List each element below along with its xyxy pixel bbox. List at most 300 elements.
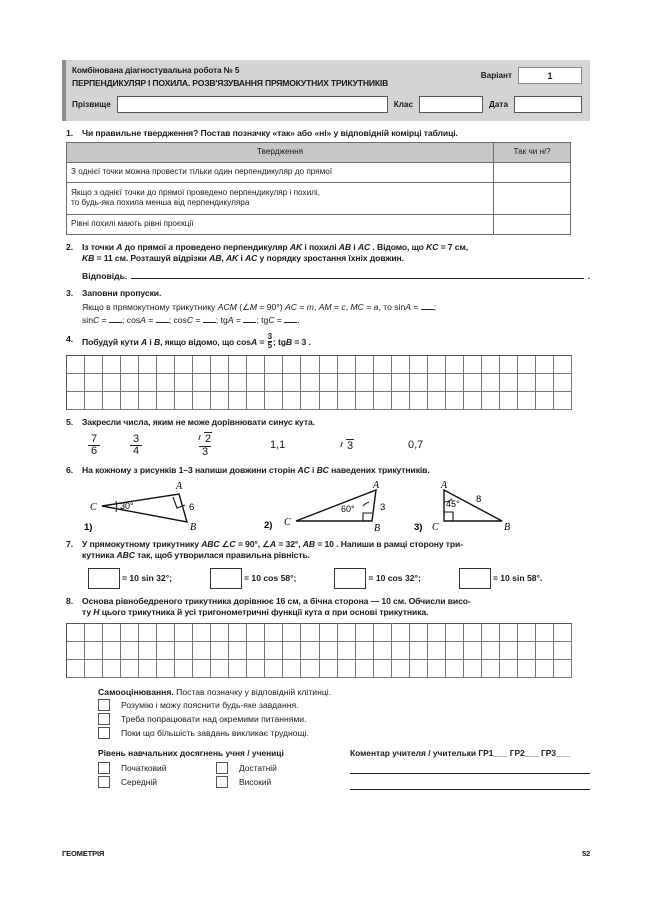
grid-cell[interactable] — [67, 356, 85, 374]
grid-cell[interactable] — [301, 642, 319, 660]
equation-2-text: = 10 cos 58°; — [244, 573, 297, 584]
grid-cell[interactable] — [247, 624, 265, 642]
grid-cell[interactable] — [446, 374, 464, 392]
grid-cell[interactable] — [139, 642, 157, 660]
grid-cell[interactable] — [103, 624, 121, 642]
t4-p2: і — [147, 336, 154, 347]
figure-label: 2) — [264, 519, 273, 531]
grid-cell[interactable] — [464, 660, 482, 678]
grid-cell[interactable] — [103, 660, 121, 678]
task-2 — [62, 242, 590, 281]
grid-cell[interactable] — [139, 624, 157, 642]
t3-p9: , то sin — [378, 302, 406, 313]
blank-tgc[interactable] — [284, 322, 297, 323]
grid-cell[interactable] — [193, 374, 211, 392]
grid-cell[interactable] — [320, 356, 338, 374]
group-marks[interactable]: ГР1___ ГР2___ ГР3___ — [478, 747, 570, 758]
grid-cell[interactable] — [139, 660, 157, 678]
grid-cell[interactable] — [482, 660, 500, 678]
radicand: 3 — [347, 439, 354, 452]
grid-cell[interactable] — [392, 356, 410, 374]
t2-p8: = 11 см. Розташуй відрізки — [94, 253, 210, 264]
grid-cell[interactable] — [428, 374, 446, 392]
grid-cell[interactable] — [103, 374, 121, 392]
grid-cell[interactable] — [500, 624, 518, 642]
blank-sinc[interactable] — [109, 322, 122, 323]
grid-cell[interactable] — [85, 392, 103, 410]
t2-seg-kc: KC — [426, 241, 439, 252]
t7-seg-ab: AB — [302, 538, 315, 549]
task-4-number: 4. — [66, 333, 74, 344]
checkbox[interactable] — [216, 762, 228, 774]
grid-cell[interactable] — [175, 660, 193, 678]
grid-cell[interactable] — [338, 624, 356, 642]
t3-p8: = — [363, 302, 374, 313]
t3-ang-c1: C — [93, 315, 100, 326]
vertex-b: B — [190, 521, 197, 532]
blank-cosa[interactable] — [156, 322, 169, 323]
level-option-pochatkovyi[interactable] — [98, 762, 216, 774]
grid-cell[interactable] — [446, 660, 464, 678]
grid-cell[interactable] — [85, 642, 103, 660]
grid-cell[interactable] — [229, 624, 247, 642]
grid-cell[interactable] — [265, 624, 283, 642]
variant-group — [481, 66, 582, 84]
task-6 — [62, 465, 590, 476]
grid-cell[interactable] — [356, 642, 374, 660]
option-label: Поки що більшість завдань викликає труднощі. — [121, 727, 309, 738]
fraction-denominator: 5 — [267, 341, 272, 351]
answer-cell[interactable] — [494, 214, 571, 234]
grid-cell[interactable] — [67, 624, 85, 642]
grid-cell[interactable] — [320, 392, 338, 410]
grid-cell[interactable] — [554, 660, 572, 678]
comment-line-2[interactable] — [350, 777, 590, 790]
task-6-prompt — [82, 465, 590, 476]
grid-cell[interactable] — [428, 624, 446, 642]
t7-angle-a: A — [269, 538, 277, 549]
t3-var-c: c — [341, 302, 346, 313]
grid-cell[interactable] — [536, 356, 554, 374]
grid-cell[interactable] — [392, 374, 410, 392]
grid-cell[interactable] — [265, 392, 283, 410]
footer-subject: ГЕОМЕТРІЯ — [62, 849, 105, 858]
t2-p3: проведено перпендикуляр — [173, 241, 290, 252]
grid-cell[interactable] — [283, 624, 301, 642]
grid-cell[interactable] — [482, 356, 500, 374]
grid-cell[interactable] — [67, 374, 85, 392]
grid-cell[interactable] — [554, 624, 572, 642]
grid-cell[interactable] — [446, 642, 464, 660]
work-title: Комбінована діагностувальна робота № 5 — [72, 66, 240, 75]
self-assessment-option-3[interactable] — [98, 727, 590, 739]
grid-cell[interactable] — [554, 392, 572, 410]
grid-cell[interactable] — [211, 642, 229, 660]
grid-cell[interactable] — [85, 660, 103, 678]
grid-cell[interactable] — [464, 392, 482, 410]
grid-cell[interactable] — [320, 624, 338, 642]
grid-cell[interactable] — [392, 624, 410, 642]
grid-cell[interactable] — [482, 624, 500, 642]
task-8-answer-grid[interactable] — [66, 623, 572, 678]
level-option-serednii[interactable] — [98, 776, 216, 788]
figure-1 — [84, 480, 259, 532]
t4-angle-a2: A — [250, 336, 258, 347]
grid-cell[interactable] — [500, 392, 518, 410]
grid-cell[interactable] — [464, 624, 482, 642]
task-2-prompt — [82, 242, 590, 265]
grid-cell[interactable] — [85, 624, 103, 642]
grid-cell[interactable] — [518, 374, 536, 392]
vertex-a: A — [441, 479, 448, 491]
grid-cell[interactable] — [301, 660, 319, 678]
grid-cell[interactable] — [536, 392, 554, 410]
grid-cell[interactable] — [374, 642, 392, 660]
grid-cell[interactable] — [392, 660, 410, 678]
grid-cell[interactable] — [410, 642, 428, 660]
grid-cell[interactable] — [554, 642, 572, 660]
grid-cell[interactable] — [428, 642, 446, 660]
checkbox[interactable] — [98, 762, 110, 774]
numerator: 7 — [91, 432, 98, 445]
t3-eq2: = — [145, 315, 156, 326]
t7-p2: ∠ — [219, 538, 230, 549]
grid-cell[interactable] — [338, 392, 356, 410]
value-0-7[interactable]: 0,7 — [408, 439, 424, 452]
blank-tga[interactable] — [243, 322, 256, 323]
date-label: Дата — [489, 99, 508, 109]
checkbox[interactable] — [98, 727, 110, 739]
t4-p4: = — [257, 336, 267, 347]
blank-cosc[interactable] — [203, 322, 216, 323]
grid-cell[interactable] — [175, 642, 193, 660]
table-header-row — [67, 142, 571, 162]
grid-cell[interactable] — [554, 356, 572, 374]
grid-cell[interactable] — [536, 642, 554, 660]
class-input[interactable] — [419, 96, 483, 113]
grid-cell[interactable] — [536, 624, 554, 642]
grid-cell[interactable] — [500, 642, 518, 660]
task-5 — [62, 417, 590, 459]
grid-cell[interactable] — [265, 642, 283, 660]
grid-cell[interactable] — [374, 392, 392, 410]
checkbox[interactable] — [98, 699, 110, 711]
t2-p10: і — [238, 253, 246, 264]
answer-cell[interactable] — [494, 162, 571, 182]
grid-cell[interactable] — [229, 392, 247, 410]
grid-cell[interactable] — [283, 660, 301, 678]
grid-cell[interactable] — [229, 660, 247, 678]
grid-cell[interactable] — [247, 642, 265, 660]
side-label: 6 — [189, 501, 195, 513]
grid-cell[interactable] — [338, 374, 356, 392]
task-7-number: 7. — [66, 538, 74, 549]
table-row — [67, 182, 571, 214]
grid-cell[interactable] — [446, 356, 464, 374]
grid-cell[interactable] — [193, 392, 211, 410]
grid-cell[interactable] — [446, 624, 464, 642]
comment-line-1[interactable] — [350, 761, 590, 774]
blank-sina[interactable] — [421, 309, 434, 310]
t2-seg-ab: AB — [338, 241, 351, 252]
answer-cell[interactable] — [494, 182, 571, 214]
grid-cell[interactable] — [356, 392, 374, 410]
t2-line-a: a — [168, 241, 174, 252]
t3-fn-tg2: tg — [261, 315, 269, 326]
grid-cell[interactable] — [193, 642, 211, 660]
grid-cell[interactable] — [464, 356, 482, 374]
radicand: 2 — [205, 433, 212, 446]
t3-seg-am: AM — [318, 302, 332, 313]
task-5-number: 5. — [66, 416, 74, 427]
grid-cell[interactable] — [356, 660, 374, 678]
grid-cell[interactable] — [518, 392, 536, 410]
grid-cell[interactable] — [536, 660, 554, 678]
t7-angle-c: C — [229, 538, 236, 549]
t7-tri-abc2: ABC — [116, 550, 135, 561]
self-assessment-option-1[interactable] — [98, 699, 590, 711]
equation-3-box[interactable] — [334, 568, 366, 589]
grid-cell[interactable] — [247, 392, 265, 410]
grid-cell[interactable] — [320, 642, 338, 660]
grid-cell[interactable] — [67, 660, 85, 678]
grid-cell[interactable] — [229, 374, 247, 392]
vertex-a: A — [373, 479, 380, 491]
t7-l2a: кутника — [82, 550, 117, 561]
grid-cell[interactable] — [518, 624, 536, 642]
grid-cell[interactable] — [500, 356, 518, 374]
grid-cell[interactable] — [121, 660, 139, 678]
grid-cell[interactable] — [410, 392, 428, 410]
grid-cell[interactable] — [356, 356, 374, 374]
grid-cell[interactable] — [446, 392, 464, 410]
grid-cell[interactable] — [139, 392, 157, 410]
t3-tri-acm: ACM — [217, 302, 237, 313]
grid-cell[interactable] — [139, 374, 157, 392]
grid-cell[interactable] — [211, 660, 229, 678]
worksheet-header — [62, 60, 590, 121]
grid-cell[interactable] — [338, 642, 356, 660]
t3-p4: = — [296, 302, 307, 313]
grid-cell[interactable] — [410, 660, 428, 678]
grid-cell[interactable] — [356, 374, 374, 392]
t3-seg-mc: MC — [350, 302, 364, 313]
checkbox[interactable] — [98, 776, 110, 788]
grid-cell[interactable] — [374, 624, 392, 642]
grid-cell[interactable] — [265, 660, 283, 678]
grid-cell[interactable] — [103, 356, 121, 374]
statement-text: Рівні похилі мають рівні проєкції — [67, 214, 494, 234]
grid-cell[interactable] — [247, 374, 265, 392]
grid-cell[interactable] — [67, 392, 85, 410]
grid-cell[interactable] — [392, 642, 410, 660]
task-4-answer-grid[interactable] — [66, 355, 572, 410]
level-label: Достатній — [239, 762, 277, 773]
comment-title-text: Коментар учителя / учительки — [350, 747, 477, 758]
statement-text: З однієї точки можна провести тільки один перпендикуляр до прямої — [67, 162, 494, 182]
grid-cell[interactable] — [374, 356, 392, 374]
task-3-prompt: Заповни пропуски. — [82, 287, 162, 298]
grid-cell[interactable] — [211, 356, 229, 374]
t2-p1: Із точки — [82, 241, 117, 252]
grid-cell[interactable] — [338, 660, 356, 678]
grid-cell[interactable] — [175, 374, 193, 392]
grid-cell[interactable] — [175, 392, 193, 410]
grid-cell[interactable] — [229, 356, 247, 374]
grid-cell[interactable] — [482, 392, 500, 410]
t6-p3: наведених трикутників. — [328, 465, 430, 476]
grid-cell[interactable] — [410, 374, 428, 392]
grid-cell[interactable] — [157, 660, 175, 678]
grid-cell[interactable] — [67, 642, 85, 660]
grid-cell[interactable] — [428, 356, 446, 374]
task-5-values — [88, 432, 590, 458]
t2-p7: = 7 см, — [438, 241, 468, 252]
denominator: 3 — [199, 446, 211, 459]
task-1 — [62, 128, 590, 139]
t3-fn-cos2: cos — [173, 315, 187, 326]
grid-cell[interactable] — [157, 356, 175, 374]
grid-cell[interactable] — [283, 356, 301, 374]
grid-cell[interactable] — [211, 374, 229, 392]
answer-input[interactable] — [131, 278, 583, 279]
task-5-prompt: Закресли числа, яким не може дорівнювати синус кута. — [82, 416, 315, 427]
value-sqrt3[interactable] — [340, 439, 408, 452]
grid-cell[interactable] — [392, 392, 410, 410]
t2-p6: . Відомо, що — [370, 241, 427, 252]
value-1-1[interactable]: 1,1 — [270, 439, 286, 452]
grid-cell[interactable] — [175, 624, 193, 642]
grid-cell[interactable] — [103, 642, 121, 660]
t3-var-a: a — [373, 302, 379, 313]
surname-input[interactable] — [117, 96, 388, 113]
grid-cell[interactable] — [157, 392, 175, 410]
t2-seg-kb: KB — [82, 253, 95, 264]
t3-angle-a: A — [405, 302, 411, 313]
value-fraction-sqrt2-3[interactable] — [198, 432, 270, 458]
equation-1-box[interactable] — [88, 568, 120, 589]
grid-cell[interactable] — [410, 624, 428, 642]
grid-cell[interactable] — [374, 374, 392, 392]
grid-cell[interactable] — [211, 624, 229, 642]
grid-cell[interactable] — [410, 356, 428, 374]
grid-cell[interactable] — [157, 642, 175, 660]
t2-p4: і похилі — [302, 241, 339, 252]
equation-2-box[interactable] — [210, 568, 242, 589]
grid-cell[interactable] — [320, 374, 338, 392]
grid-cell[interactable] — [193, 624, 211, 642]
grid-cell[interactable] — [283, 374, 301, 392]
grid-cell[interactable] — [536, 374, 554, 392]
grid-cell[interactable] — [265, 356, 283, 374]
grid-cell[interactable] — [193, 660, 211, 678]
grid-cell[interactable] — [518, 660, 536, 678]
grid-cell[interactable] — [464, 374, 482, 392]
vertex-c: C — [90, 501, 97, 513]
variant-value-box[interactable]: 1 — [518, 67, 582, 84]
t7-p4: = 32°, — [276, 538, 303, 549]
t7-l2b: так, щоб утворилася правильна рівність. — [134, 550, 310, 561]
grid-cell[interactable] — [301, 356, 319, 374]
denominator: 6 — [88, 445, 100, 458]
teacher-comment-block — [350, 748, 590, 790]
grid-cell[interactable] — [85, 374, 103, 392]
t6-seg-bc: BC — [316, 465, 329, 476]
t4-p1: Побудуй кути — [82, 336, 141, 347]
t7-p1: У прямокутному трикутнику — [82, 538, 202, 549]
grid-cell[interactable] — [247, 660, 265, 678]
grid-cell[interactable] — [374, 660, 392, 678]
value-fraction-3-4[interactable] — [130, 433, 198, 458]
grid-cell[interactable] — [121, 642, 139, 660]
grid-cell[interactable] — [554, 374, 572, 392]
grid-cell[interactable] — [500, 374, 518, 392]
vertex-c: C — [432, 521, 439, 532]
grid-cell[interactable] — [356, 624, 374, 642]
grid-cell[interactable] — [193, 356, 211, 374]
table-row — [67, 214, 571, 234]
grid-cell[interactable] — [301, 374, 319, 392]
grid-cell[interactable] — [229, 642, 247, 660]
grid-cell[interactable] — [482, 642, 500, 660]
grid-cell[interactable] — [500, 660, 518, 678]
grid-cell[interactable] — [157, 624, 175, 642]
grid-cell[interactable] — [103, 392, 121, 410]
grid-cell[interactable] — [301, 624, 319, 642]
equation-4-box[interactable] — [459, 568, 491, 589]
grid-cell[interactable] — [85, 356, 103, 374]
grid-cell[interactable] — [338, 356, 356, 374]
statement-line-2: то будь-яка похила менша від перпендикуляра — [71, 198, 250, 208]
grid-cell[interactable] — [428, 660, 446, 678]
grid-cell[interactable] — [121, 356, 139, 374]
grid-cell[interactable] — [482, 374, 500, 392]
grid-cell[interactable] — [518, 642, 536, 660]
grid-cell[interactable] — [301, 392, 319, 410]
table-row — [67, 162, 571, 182]
grid-cell[interactable] — [464, 642, 482, 660]
checkbox[interactable] — [216, 776, 228, 788]
t3-p5: , — [313, 302, 319, 313]
date-input[interactable] — [514, 96, 582, 113]
t2-seg-ac2: AC — [245, 253, 258, 264]
task-8-number: 8. — [66, 595, 74, 606]
grid-cell[interactable] — [320, 660, 338, 678]
level-option-vysokyi[interactable] — [216, 776, 334, 788]
grid-cell[interactable] — [139, 356, 157, 374]
self-assessment-option-2[interactable] — [98, 713, 590, 725]
t8-l2b: цього трикутника й усі тригонометричні функції кута α при основі трикутника. — [99, 607, 429, 618]
grid-cell[interactable] — [247, 356, 265, 374]
grid-cell[interactable] — [211, 392, 229, 410]
value-fraction-7-6[interactable] — [88, 433, 130, 458]
self-assessment-subtitle: Постав позначку у відповідній клітинці. — [173, 686, 332, 697]
grid-cell[interactable] — [283, 392, 301, 410]
grid-cell[interactable] — [265, 374, 283, 392]
figure-2 — [264, 480, 414, 532]
checkbox[interactable] — [98, 713, 110, 725]
grid-cell[interactable] — [157, 374, 175, 392]
grid-cell[interactable] — [121, 374, 139, 392]
grid-cell[interactable] — [518, 356, 536, 374]
grid-cell[interactable] — [175, 356, 193, 374]
grid-cell[interactable] — [283, 642, 301, 660]
grid-cell[interactable] — [121, 624, 139, 642]
grid-cell[interactable] — [428, 392, 446, 410]
grid-cell[interactable] — [121, 392, 139, 410]
figure-label: 1) — [84, 521, 93, 532]
level-option-dostatnii[interactable] — [216, 762, 334, 774]
